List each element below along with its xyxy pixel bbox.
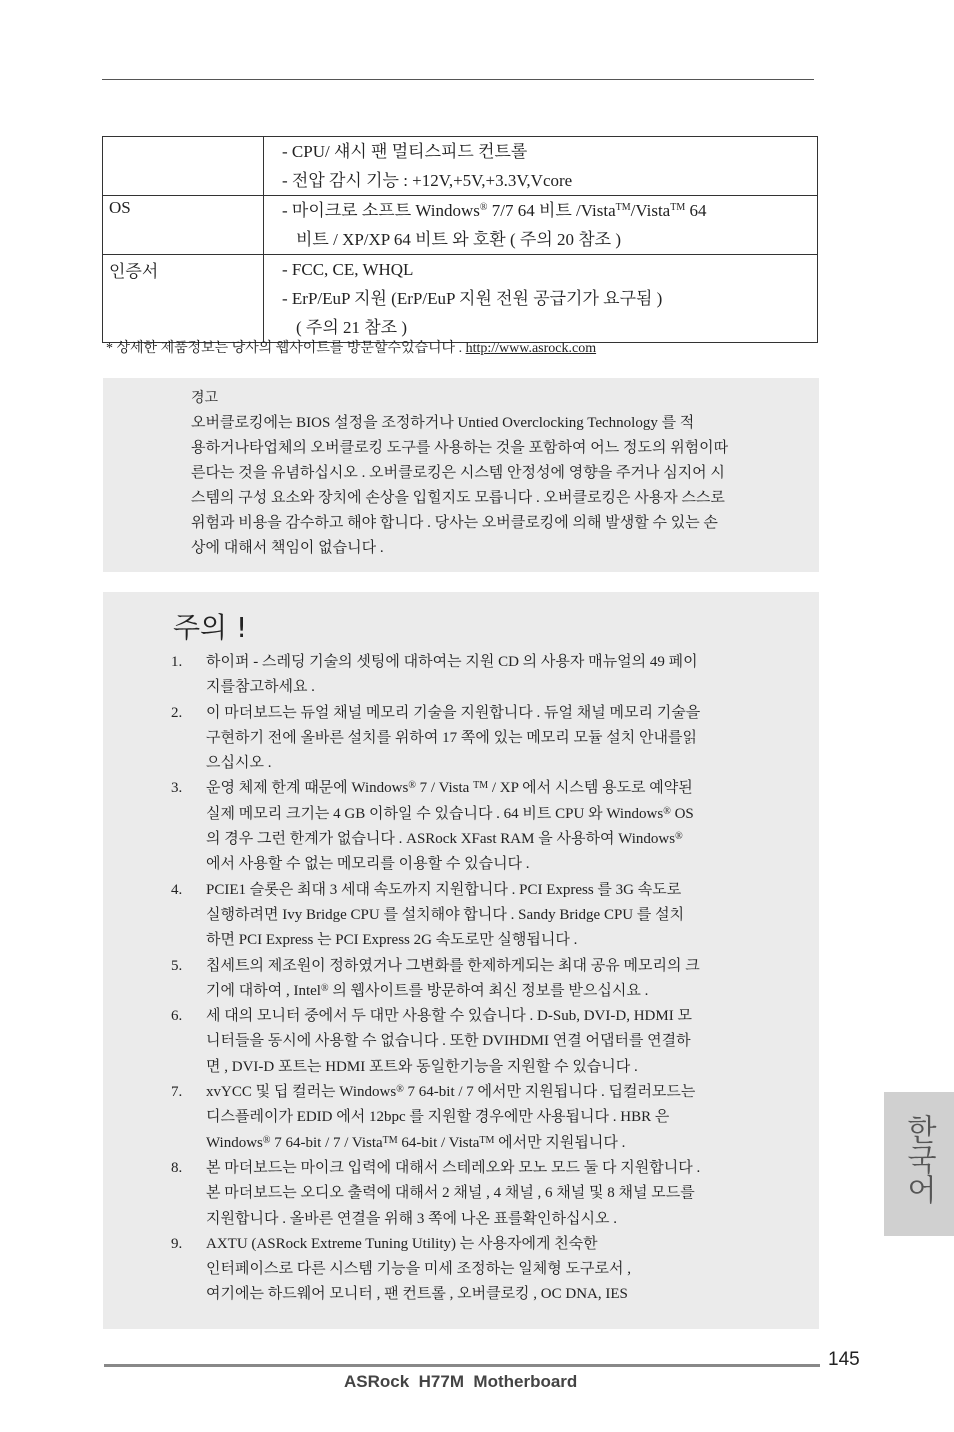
- warning-box: [103, 378, 819, 572]
- note-line: xvYCC 및 딥 컬러는 Windows® 7 64-bit / 7 에서만 지원됩니다 . 딥컬러모드는: [206, 1084, 696, 1101]
- warning-line: 용하거나타업체의 오버클로킹 도구를 사용하는 것을 포함하여 어느 정도의 위험이따: [191, 440, 729, 456]
- note-line: 하이퍼 - 스레딩 기술의 셋팅에 대하여는 지원 CD 의 사용자 매뉴얼의 49 페이: [206, 654, 698, 670]
- note-item: [171, 1004, 801, 1080]
- notes-title: 주의 !: [173, 611, 248, 644]
- note-line: 으십시오 .: [206, 755, 272, 772]
- notes-list: [171, 650, 801, 1308]
- note-line: 칩세트의 제조원이 정하였거나 그변화를 한제하게되는 최대 공유 메모리의 크: [206, 957, 700, 974]
- spec-value-line: - 전압 감시 기능 : +12V,+5V,+3.3V,Vcore: [282, 171, 573, 190]
- note-line: 이 마더보드는 듀얼 채널 메모리 기술을 지원합니다 . 듀얼 채널 메모리 기술을: [206, 704, 701, 721]
- footnote: [106, 337, 596, 357]
- note-line: 니터들을 동시에 사용할 수 없습니다 . 또한 DVIHDMI 연결 어댑터를 연결하: [206, 1033, 691, 1050]
- note-number: 1.: [171, 654, 183, 670]
- spec-table: [102, 136, 818, 343]
- note-line: 하면 PCI Express 는 PCI Express 2G 속도로만 실행됩니다 .: [206, 932, 578, 949]
- note-line: Windows® 7 64-bit / 7 / Vista™ 64-bit / Vista™ 에서만 지원됩니다 .: [206, 1134, 626, 1151]
- note-line: 에서 사용할 수 없는 메모리를 이용할 수 있습니다 .: [206, 856, 530, 873]
- note-item: [171, 776, 801, 877]
- spec-value-line: - 마이크로 소프트 Windows® 7/7 64 비트 /Vista™/Vista™ 64: [282, 201, 707, 220]
- spec-value-line: 비트 / XP/XP 64 비트 와 호환 ( 주의 20 참조 ): [296, 230, 621, 249]
- note-line: 인터페이스로 다른 시스템 기능을 미세 조정하는 일체형 도구로서 ,: [206, 1261, 631, 1278]
- note-item: [171, 1232, 801, 1308]
- spec-value-line: - ErP/EuP 지원 (ErP/EuP 지원 전원 공급기가 요구됨 ): [282, 289, 663, 308]
- asrock-website-link[interactable]: http://www.asrock.com: [465, 341, 597, 356]
- warning-line: 오버클로킹에는 BIOS 설정을 조정하거나 Untied Overclocking Technology 를 적: [191, 415, 695, 431]
- note-line: 지원합니다 . 올바른 연결을 위해 3 쪽에 나온 표를확인하십시오 .: [206, 1210, 618, 1227]
- warning-line: 른다는 것을 유념하십시오 . 오버클로킹은 시스템 안정성에 영향을 주거나 심지어 시: [191, 465, 725, 481]
- note-line: 기에 대하여 , Intel® 의 웹사이트를 방문하여 최신 정보를 받으십시요 .: [206, 982, 649, 999]
- note-line: 디스플레이가 EDID 에서 12bpc 를 지원할 경우에만 사용됩니다 . HBR 은: [206, 1109, 670, 1126]
- warning-text: [191, 411, 821, 561]
- note-line: AXTU (ASRock Extreme Tuning Utility) 는 사용자에게 친숙한: [206, 1235, 598, 1252]
- note-line: 본 마더보드는 마이크 입력에 대해서 스테레오와 모노 모드 둘 다 지원합니다 .: [206, 1159, 701, 1176]
- note-line: 의 경우 그런 한계가 없습니다 . ASRock XFast RAM 을 사용하여 Windows®: [206, 831, 683, 848]
- note-line: 실제 메모리 크기는 4 GB 이하일 수 있습니다 . 64 비트 CPU 와 Windows® OS: [206, 805, 694, 822]
- note-item: [171, 1156, 801, 1232]
- note-item: [171, 878, 801, 954]
- warning-title: 경고: [191, 391, 219, 406]
- spec-value: [264, 196, 818, 255]
- note-item: [171, 650, 801, 701]
- note-line: 세 대의 모니터 중에서 두 대만 사용할 수 있습니다 . D-Sub, DVI-D, HDMI 모: [206, 1008, 692, 1025]
- note-line: 운영 체제 한계 때문에 Windows® 7 / Vista ™ / XP 에서 시스템 용도로 예약된: [206, 780, 693, 797]
- note-number: 9.: [171, 1235, 183, 1252]
- note-number: 4.: [171, 881, 183, 898]
- spec-label: 인증서: [103, 255, 264, 343]
- spec-label: [103, 137, 264, 196]
- spec-row: [103, 196, 818, 255]
- note-number: 6.: [171, 1008, 183, 1025]
- spec-value-line: ( 주의 21 참조 ): [296, 318, 408, 337]
- note-number: 3.: [171, 780, 183, 797]
- footnote-text: * 상세한 제품정보는 당사의 웹사이트를 방문할수있습니다 .: [106, 341, 466, 356]
- note-line: 구현하기 전에 올바른 설치를 위하여 17 쪽에 있는 메모리 모듈 설치 안내를읽: [206, 729, 697, 746]
- footer-title: ASRock H77M Motherboard: [344, 1372, 578, 1391]
- notes-box: [103, 592, 819, 1329]
- note-line: 실행하려면 Ivy Bridge CPU 를 설치해야 합니다 . Sandy Bridge CPU 를 설치: [206, 906, 685, 923]
- language-side-tab: [884, 1092, 954, 1236]
- spec-label: OS: [103, 196, 264, 255]
- note-item: [171, 954, 801, 1005]
- note-number: 2.: [171, 704, 183, 721]
- note-number: 5.: [171, 957, 183, 974]
- note-line: PCIE1 슬롯은 최대 3 세대 속도까지 지원합니다 . PCI Express 를 3G 속도로: [206, 881, 682, 898]
- top-rule: [102, 79, 814, 80]
- note-number: 7.: [171, 1084, 183, 1101]
- spec-row: [103, 137, 818, 196]
- note-line: 여기에는 하드웨어 모니터 , 팬 컨트롤 , 오버클로킹 , OC DNA, IES: [206, 1286, 628, 1303]
- warning-line: 스템의 구성 요소와 장치에 손상을 입힐지도 모릅니다 . 오버클로킹은 사용자 스스로: [191, 490, 725, 506]
- spec-row: [103, 255, 818, 343]
- bottom-rule: [104, 1364, 820, 1367]
- note-item: [171, 1080, 801, 1156]
- warning-line: 상에 대해서 책임이 없습니다 .: [191, 540, 384, 556]
- page-number: 145: [828, 1349, 860, 1370]
- note-line: 면 , DVI-D 포트는 HDMI 포트와 동일한기능을 지원할 수 있습니다 .: [206, 1058, 638, 1075]
- note-number: 8.: [171, 1159, 183, 1176]
- spec-value: [264, 137, 818, 196]
- note-item: [171, 701, 801, 777]
- warning-line: 위험과 비용을 감수하고 해야 합니다 . 당사는 오버클로킹에 의해 발생할 수 있는 손: [191, 515, 718, 531]
- spec-value-line: - CPU/ 섀시 팬 멀티스피드 컨트롤: [282, 142, 528, 161]
- language-label: 한국어: [901, 1114, 936, 1204]
- note-line: 지를참고하세요 .: [206, 679, 315, 696]
- spec-value: [264, 255, 818, 343]
- note-line: 본 마더보드는 오디오 출력에 대해서 2 채널 , 4 채널 , 6 채널 및 8 채널 모드를: [206, 1185, 695, 1202]
- spec-value-line: - FCC, CE, WHQL: [282, 260, 414, 279]
